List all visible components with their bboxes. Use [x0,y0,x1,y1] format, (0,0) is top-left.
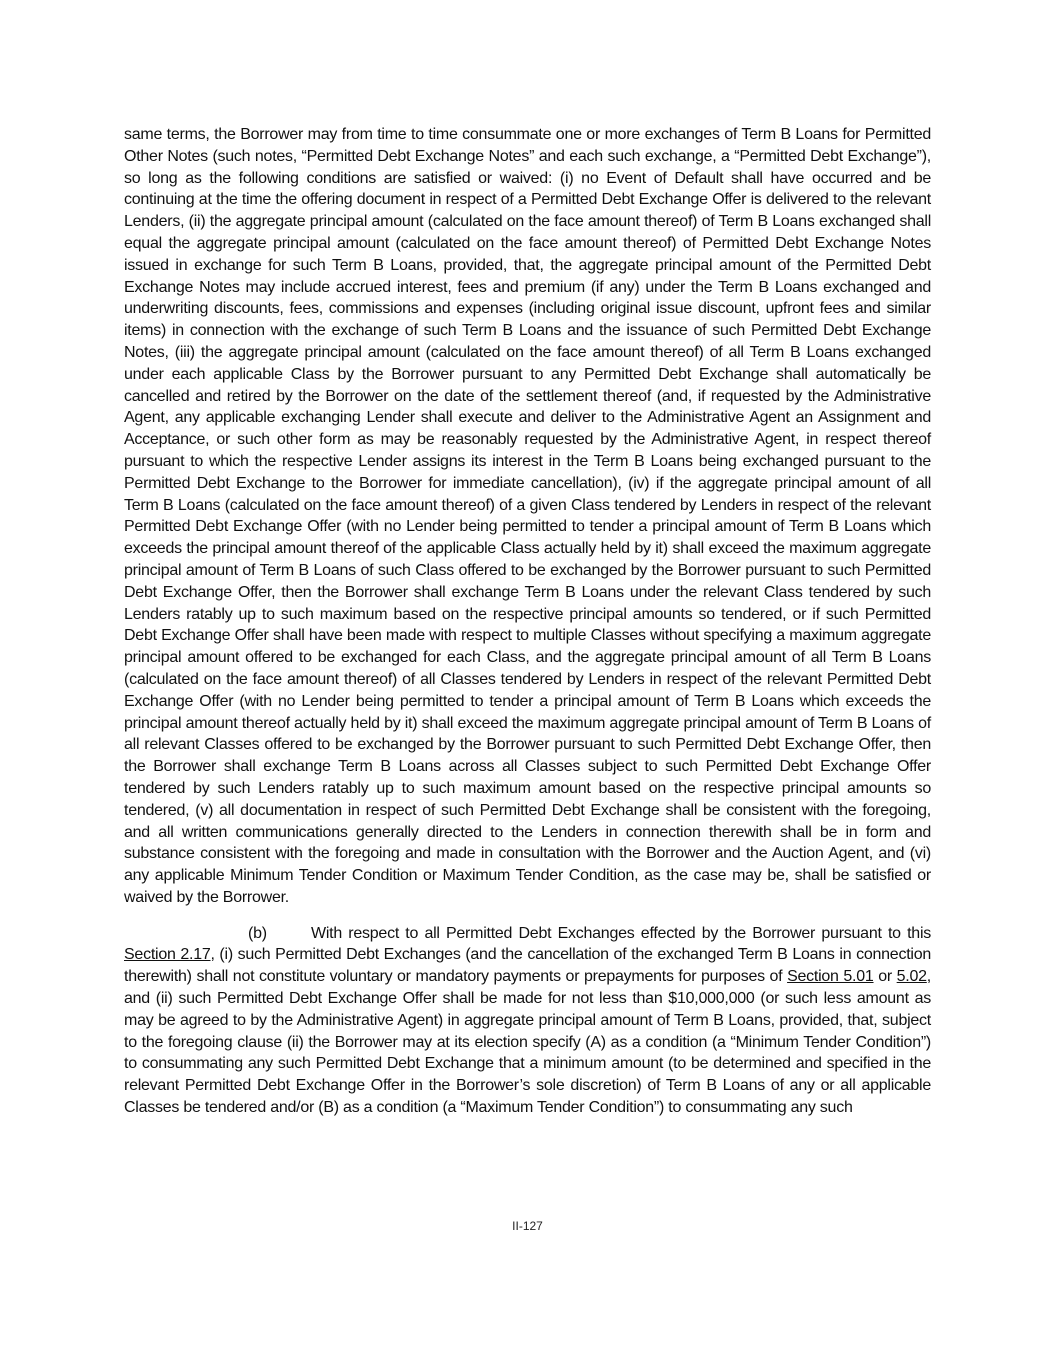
page-number: II-127 [512,1219,543,1233]
paragraph-b-text-2: , (i) such Permitted Debt Exchanges (and the cancellation of the exchanged Term B Loans in connection therewith) shall not constitute voluntary or mandatory payments or prepayments for purposes of [124,946,931,986]
paragraph-b-text-1: With respect to all Permitted Debt Exchanges effected by the Borrower pursuant to this [311,924,931,942]
paragraph-b-label: (b) [248,924,267,942]
paragraph-continuation: same terms, the Borrower may from time to time consummate one or more exchanges of Term B Loans for Permitted Other Notes (such notes, “Permitted Debt Exchange Notes” and each such exchange, a “Permitted Debt Exchange”), so long as the following conditions are satisfied or waived: (i) no Event of Default shall have occurred and be continuing at the time the offering document in respect of a Permitted Debt Exchange Offer is delivered to the relevant Lenders, (ii) the aggregate principal amount (calculated on the face amount thereof) of Term B Loans exchanged shall equal the aggregate principal amount (calculated on the face amount thereof) of Permitted Debt Exchange Notes issued in exchange for such Term B Loans, provided, that, the aggregate principal amount of the Permitted Debt Exchange Notes may include accrued interest, fees and premium (if any) under the Term B Loans exchanged and underwriting discounts, fees, commissions and expenses (including original issue discount, upfront fees and similar items) in connection with the exchange of such Term B Loans and the issuance of such Permitted Debt Exchange Notes, (iii) the aggregate principal amount (calculated on the face amount thereof) of all Term B Loans exchanged under each applicable Class by the Borrower pursuant to any Permitted Debt Exchange shall automatically be cancelled and retired by the Borrower on the date of the settlement thereof (and, if requested by the Administrative Agent, any applicable exchanging Lender shall execute and deliver to the Administrative Agent an Assignment and Acceptance, or such other form as may be reasonably requested by the Administrative Agent, in respect thereof pursuant to which the respective Lender assigns its interest in the Term B Loans being exchanged pursuant to the Permitted Debt Exchange to the Borrower for immediate cancellation), (iv) if the aggregate principal amount of all Term B Loans (calculated on the face amount thereof) of a given Class tendered by Lenders in respect of the relevant Permitted Debt Exchange Offer (with no Lender being permitted to tender a principal amount of Term B Loans which exceeds the principal amount thereof of the applicable Class actually held by it) shall exceed the maximum aggregate principal amount of Term B Loans of such Class offered to be exchanged by the Borrower pursuant to such Permitted Debt Exchange Offer, then the Borrower shall exchange Term B Loans under the relevant Class tendered by such Lenders ratably up to such maximum based on the respective principal amounts so tendered, or if such Permitted Debt Exchange Offer shall have been made with respect to multiple Classes without specifying a maximum aggregate principal amount offered to be exchanged for each Class, and the aggregate principal amount of all Term B Loans (calculated on the face amount thereof) of all Classes tendered by Lenders in respect of the relevant Permitted Debt Exchange Offer (with no Lender being permitted to tender a principal amount of Term B Loans which exceeds the principal amount thereof actually held by it) shall exceed the maximum aggregate principal amount of Term B Loans of all relevant Classes offered to be exchanged by the Borrower pursuant to such Permitted Debt Exchange Offer, then the Borrower shall exchange Term B Loans across all Classes subject to such Permitted Debt Exchange Offer tendered by such Lenders ratably up to such maximum amount based on the respective principal amounts so tendered, (v) all documentation in respect of such Permitted Debt Exchange shall be consistent with the foregoing, and all written communications generally directed to the Lenders in connection therewith shall be in form and substance consistent with the foregoing and made in consultation with the Borrower and the Auction Agent, and (vi) any applicable Minimum Tender Condition or Maximum Tender Condition, as the case may be, shall be satisfied or waived by the Borrower. [124,126,931,906]
paragraph-b [124,923,931,1119]
section-2-17-reference: Section 2.17 [124,946,211,964]
paragraph-b-text-3: or [873,968,897,986]
document-body [124,124,931,1119]
section-5-01-reference: Section 5.01 [787,968,874,986]
paragraph-b-text-4: , and (ii) such Permitted Debt Exchange Offer shall be made for not less than $10,000,000 (or such less amount as may be agreed to by the Administrative Agent) in aggregate principal amount of Term B Loans, provided, that, subject to the foregoing clause (ii) the Borrower may at its election specify (A) as a condition (a “Minimum Tender Condition”) to consummating any such Permitted Debt Exchange that a minimum amount (to be determined and specified in the relevant Permitted Debt Exchange Offer in the Borrower’s sole discretion) of Term B Loans of any or all applicable Classes be tendered and/or (B) as a condition (a “Maximum Tender Condition”) to consummating any such [124,968,931,1117]
section-5-02-reference: 5.02 [896,968,927,986]
